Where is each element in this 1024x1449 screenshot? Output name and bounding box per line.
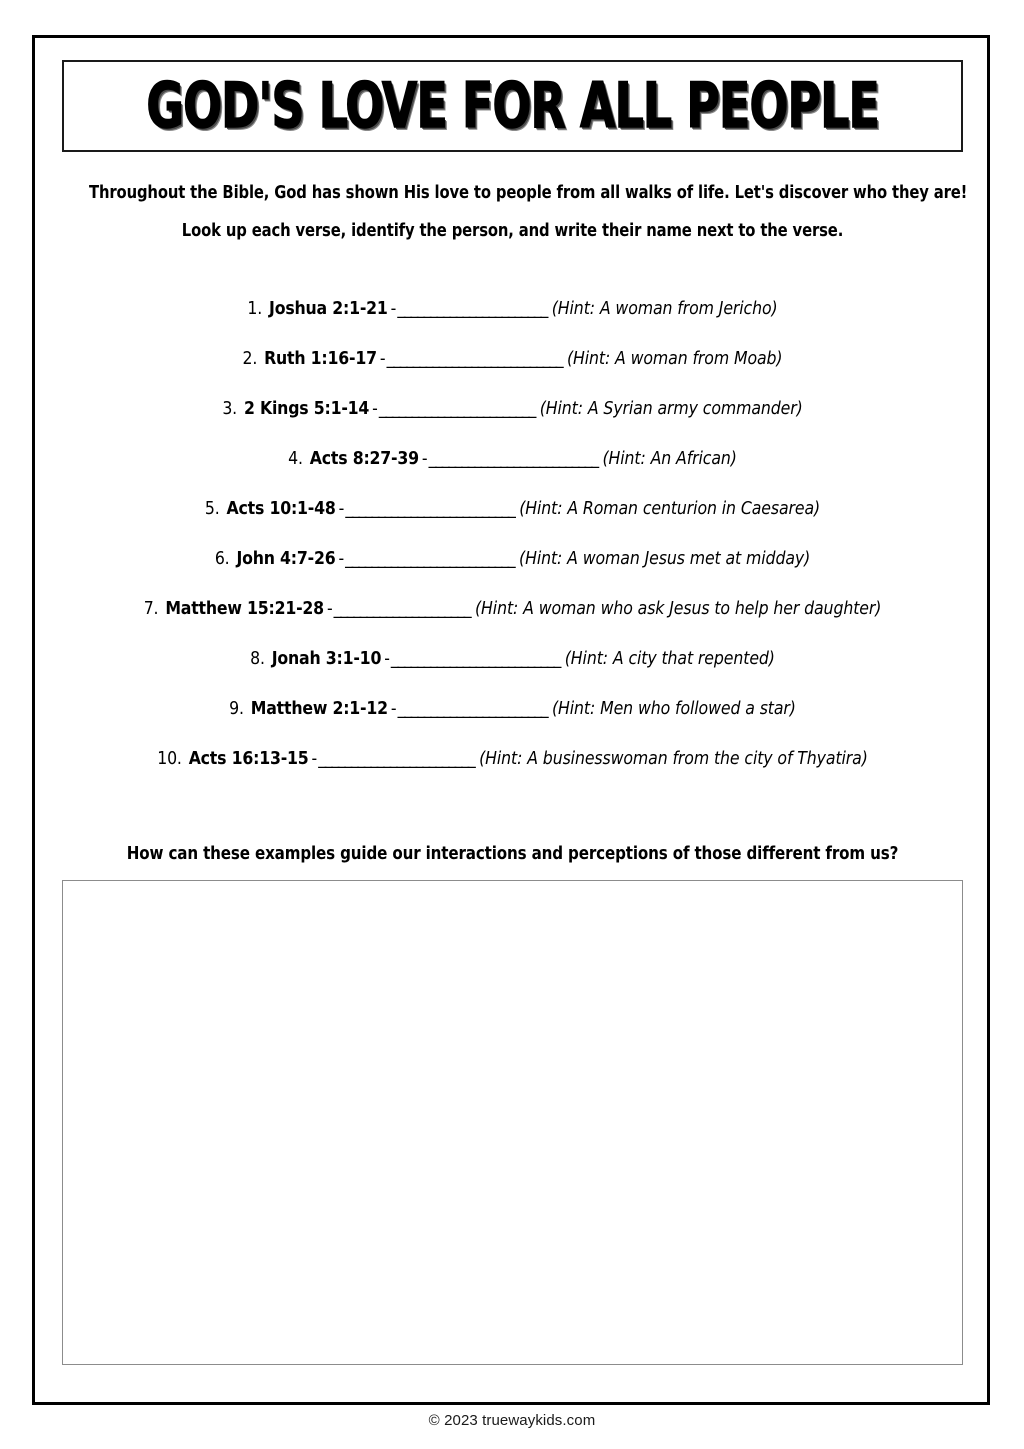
verse-reference: Matthew 15:21-28 (165, 599, 324, 619)
title-banner (62, 60, 963, 152)
verse-dash: - (311, 749, 318, 769)
verse-reference: Acts 16:13-15 (188, 749, 309, 769)
reflection-answer-box[interactable] (62, 880, 963, 1365)
verse-hint: (Hint: A woman who ask Jesus to help her daughter) (475, 599, 882, 619)
verse-reference: 2 Kings 5:1-14 (243, 399, 370, 419)
verse-number: 1. (247, 299, 263, 319)
verse-hint: (Hint: A businesswoman from the city of Thyatira) (479, 749, 868, 769)
answer-blank[interactable]: ________________________ (378, 398, 535, 419)
verse-dash: - (390, 699, 397, 719)
answer-blank[interactable]: __________________________ (390, 648, 560, 669)
verse-number: 5. (204, 499, 220, 519)
verse-dash: - (338, 549, 345, 569)
verse-hint: (Hint: A Roman centurion in Caesarea) (519, 499, 821, 519)
answer-blank[interactable]: _______________________ (397, 298, 547, 319)
verse-number: 2. (242, 349, 258, 369)
verse-reference: Acts 10:1-48 (226, 499, 336, 519)
answer-blank[interactable]: _______________________ (397, 698, 547, 719)
verse-number: 7. (143, 599, 159, 619)
instruction-line-2: Look up each verse, identify the person, and write their name next to the verse. (181, 221, 844, 241)
verse-number: 9. (229, 699, 244, 719)
answer-blank[interactable]: _____________________ (333, 598, 471, 619)
verse-number: 10. (157, 749, 182, 769)
list-item (62, 484, 963, 534)
verse-hint: (Hint: An African) (602, 449, 737, 469)
list-item (62, 734, 963, 784)
verse-dash: - (390, 299, 397, 319)
list-item (62, 534, 963, 584)
verse-hint: (Hint: A city that repented) (564, 649, 775, 669)
verse-reference: John 4:7-26 (236, 549, 336, 569)
answer-blank[interactable]: __________________________ (428, 448, 598, 469)
page-title: GOD'S LOVE FOR ALL PEOPLE (146, 69, 879, 142)
verse-reference: Matthew 2:1-12 (250, 699, 388, 719)
instruction-line-1: Throughout the Bible, God has shown His love to people from all walks of life. Let's discover who they are! (89, 183, 968, 203)
verse-list (62, 284, 963, 784)
list-item (62, 684, 963, 734)
instructions-block (62, 174, 968, 250)
answer-blank[interactable]: ________________________ (318, 748, 475, 769)
footer-copyright: © 2023 truewaykids.com (428, 1412, 596, 1429)
list-item (62, 434, 963, 484)
answer-blank[interactable]: __________________________ (345, 498, 515, 519)
verse-number: 8. (250, 649, 265, 669)
verse-number: 6. (214, 549, 230, 569)
verse-reference: Jonah 3:1-10 (271, 649, 382, 669)
verse-reference: Joshua 2:1-21 (269, 299, 388, 319)
verse-hint: (Hint: A woman from Jericho) (551, 299, 778, 319)
verse-dash: - (326, 599, 333, 619)
list-item (62, 384, 963, 434)
verse-reference: Acts 8:27-39 (309, 449, 419, 469)
verse-number: 4. (288, 449, 303, 469)
worksheet-content (62, 60, 968, 1365)
verse-hint: (Hint: Men who followed a star) (551, 699, 796, 719)
answer-blank[interactable]: __________________________ (345, 548, 515, 569)
verse-dash: - (372, 399, 378, 419)
verse-hint: (Hint: A Syrian army commander) (539, 399, 803, 419)
answer-blank[interactable]: ___________________________ (386, 348, 562, 369)
verse-dash: - (384, 649, 390, 669)
list-item (62, 584, 963, 634)
verse-hint: (Hint: A woman from Moab) (566, 349, 783, 369)
list-item (62, 284, 963, 334)
reflection-question: How can these examples guide our interactions and perceptions of those different from us? (126, 844, 899, 864)
verse-reference: Ruth 1:16-17 (264, 349, 377, 369)
verse-dash: - (421, 449, 428, 469)
verse-hint: (Hint: A woman Jesus met at midday) (519, 549, 811, 569)
verse-dash: - (338, 499, 345, 519)
list-item (62, 634, 963, 684)
list-item (62, 334, 963, 384)
verse-dash: - (379, 349, 386, 369)
verse-number: 3. (222, 399, 237, 419)
